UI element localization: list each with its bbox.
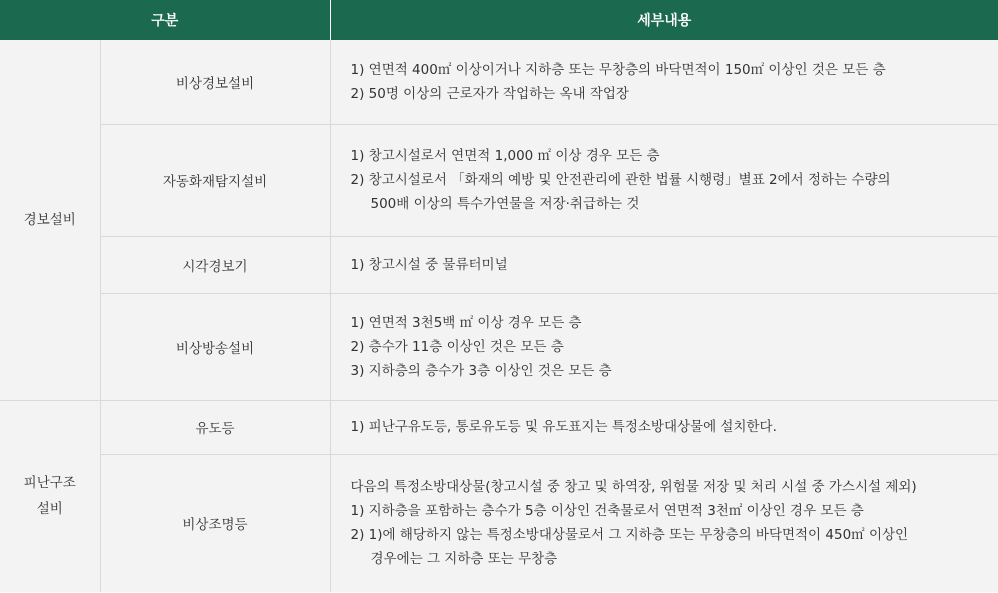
item-description bbox=[330, 454, 998, 592]
table-row bbox=[0, 293, 998, 400]
item-name: 자동화재탐지설비 bbox=[100, 124, 330, 236]
description-line: 1) 창고시설 중 물류터미널 bbox=[350, 256, 508, 273]
table-row bbox=[0, 236, 998, 293]
description-line: 2) 층수가 11층 이상인 것은 모든 층 bbox=[350, 338, 564, 355]
description-line: 경우에는 그 지하층 또는 무창층 bbox=[370, 551, 558, 568]
item-description bbox=[330, 236, 998, 293]
table-row bbox=[0, 40, 998, 124]
description-line: 2) 창고시설로서 「화재의 예방 및 안전관리에 관한 법률 시행령」별표 2에서 정하는 수량의 bbox=[350, 172, 891, 188]
description-line: 1) 지하층을 포함하는 층수가 5층 이상인 건축물로서 연면적 3천㎡ 이상인 경우 모든 층 bbox=[350, 503, 864, 520]
item-description bbox=[330, 40, 998, 124]
table-row bbox=[0, 400, 998, 454]
item-name: 유도등 bbox=[100, 400, 330, 454]
table-row bbox=[0, 124, 998, 236]
description-line: 1) 창고시설로서 연면적 1,000 ㎡ 이상 경우 모든 층 bbox=[350, 148, 660, 164]
item-name: 비상조명등 bbox=[100, 454, 330, 592]
item-description bbox=[330, 124, 998, 236]
item-name: 비상경보설비 bbox=[100, 40, 330, 124]
description-line: 1) 연면적 400㎡ 이상이거나 지하층 또는 무창층의 바닥면적이 150㎡ 이상인 것은 모든 층 bbox=[350, 61, 886, 78]
group-label-line: 피난구조 bbox=[23, 475, 76, 492]
group-label-alarm bbox=[0, 40, 100, 400]
header-category: 구분 bbox=[0, 0, 330, 40]
description-line: 1) 연면적 3천5백 ㎡ 이상 경우 모든 층 bbox=[350, 314, 582, 331]
item-description bbox=[330, 400, 998, 454]
table-header-row bbox=[0, 0, 998, 40]
group-label-evacuation bbox=[0, 400, 100, 592]
group-label-line: 설비 bbox=[36, 501, 63, 518]
item-name: 시각경보기 bbox=[100, 236, 330, 293]
description-line: 2) 50명 이상의 근로자가 작업하는 옥내 작업장 bbox=[350, 85, 629, 102]
header-details: 세부내용 bbox=[330, 0, 998, 40]
item-description bbox=[330, 293, 998, 400]
description-line: 500배 이상의 특수가연물을 저장·취급하는 것 bbox=[370, 196, 640, 212]
description-line: 1) 피난구유도등, 통로유도등 및 유도표지는 특정소방대상물에 설치한다. bbox=[350, 419, 777, 435]
group-label-line: 경보설비 bbox=[23, 211, 76, 228]
description-line: 3) 지하층의 층수가 3층 이상인 것은 모든 층 bbox=[350, 362, 612, 379]
table-row bbox=[0, 454, 998, 592]
item-name: 비상방송설비 bbox=[100, 293, 330, 400]
description-line: 다음의 특정소방대상물(창고시설 중 창고 및 하역장, 위험물 저장 및 처리 시설 중 가스시설 제외) bbox=[350, 479, 917, 496]
description-line: 2) 1)에 해당하지 않는 특정소방대상물로서 그 지하층 또는 무창층의 바닥면적이 450㎡ 이상인 bbox=[350, 527, 909, 544]
